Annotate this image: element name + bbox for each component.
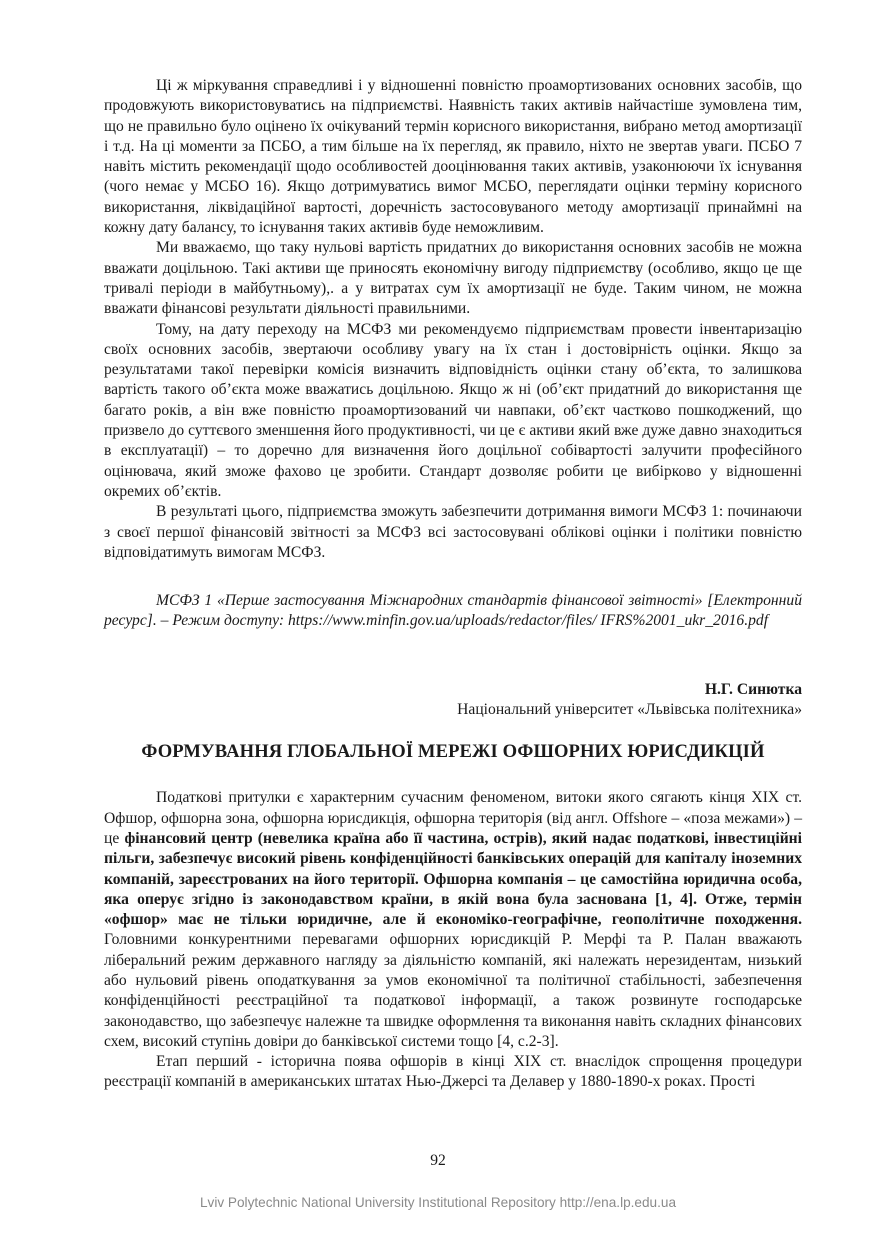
body-paragraph: Етап перший - історична поява офшорів в кінці ХІХ ст. внаслідок спрощення процедури реєстрації компаній в американських штатах Нью-Джерсі та Делавер у 1880-1890-х роках. Прості (104, 1053, 802, 1091)
author-name: Н.Г. Синютка (704, 680, 802, 698)
body-paragraph: В результаті цього, підприємства зможуть забезпечити дотримання вимоги МСФЗ 1: починаючи з своєї першої фінансовій звітності за МСФЗ всі застосовувані облікові оцінки і політики повністю відповідатимуть вимогам МСФЗ. (104, 503, 802, 561)
article-title: ФОРМУВАННЯ ГЛОБАЛЬНОЇ МЕРЕЖІ ОФШОРНИХ ЮРИСДИКЦІЙ (141, 741, 765, 763)
repository-footer: Lviv Polytechnic National University Institutional Repository http://ena.lp.edu.ua (199, 1195, 677, 1210)
intro-paragraph (104, 788, 802, 1052)
page-content (104, 76, 802, 1093)
body-paragraph: Ми вважаємо, що таку нульові вартість придатних до використання основних засобів не можна вважати доцільною. Такі активи ще приносять економічну вигоду підприємству (особливо, якщо це ще тривалі періоди в майбутньому),. а у витратах сум їх амортизації не буде. Таким чином, не можна вважати фінансові результати діяльності правильними. (104, 239, 802, 318)
intro-text-end: Головними конкурентними перевагами офшорних юрисдикцій Р. Мерфі та Р. Палан вважають ліберальний режим державного нагляду за діяльністю компаній, які належать нерезидентам, низький або нульовий рівень оподаткування за умов економічної та політичної стабільності, забезпечення конфіденційності реєстраційної та податкової інформації, а також розвинуте господарське законодавство, що забезпечує належне та швидке оформлення та виконання навіть складних фінансових схем, високий ступінь довіри до банківської системи тощо [4, с.2-3]. (104, 931, 802, 1050)
author-affiliation: Національний університет «Львівська політехника» (457, 701, 802, 719)
body-paragraph: Тому, на дату переходу на МСФЗ ми рекомендуємо підприємствам провести інвентаризацію своїх основних засобів, звертаючи особливу увагу на їх стан і достовірність оцінки. Якщо за результатами такої перевірки комісія визначить відповідність оцінки стану об’єкта, то залишкова вартість такого об’єкта може вважатись доцільною. Якщо ж ні (об’єкт придатний до використання ще багато років, а він вже повністю проамортизований чи навпаки, об’єкт частково пошкоджений, що призвело до суттєвого зменшення його продуктивності, чи це є активи який вже дуже давно знаходиться в експлуатації) – то доречно для визначення його доцільної собівартості залучити професійного оцінювача, який зможе фахово це зробити. Стандарт дозволяє робити це вибірково у відношенні окремих об’єктів. (104, 320, 802, 500)
page-number: 92 (430, 1152, 446, 1169)
intro-text-start: Податкові притулки є характерним сучасним феноменом, витоки якого сягають кінця XIX ст. Офшор, офшорна зона, офшорна юрисдикція, офшорна територія (від англ. Offshore – «поза межами») – це (104, 789, 802, 847)
body-paragraph: Ці ж міркування справедливі і у відношенні повністю проамортизованих основних засобів, що продовжують використовуватись на підприємстві. Наявність таких активів найчастіше зумовлена тим, що не правильно було оцінено їх очікуваний термін корисного використання, вибрано метод амортизації і т.д. На ці моменти за ПСБО, а тим більше на їх перегляд, як правило, ніхто не звертав уваги. ПСБО 7 навіть містить рекомендації щодо особливостей дооцінювання таких активів, узаконюючи їх існування (чого немає у МСБО 16). Якщо дотримуватись вимог МСБО, переглядати оцінки терміну корисного використання, ліквідаційної вартості, доречність застосовуваного методу амортизації принаймні на кожну дату балансу, то існування таких активів буде неможливим. (104, 77, 802, 237)
intro-bold-definition: фінансовий центр (невелика країна або її частина, острів), який надає податкові, інвестиційні пільги, забезпечує високий рівень конфіденційності банківських операцій для капіталу іноземних компаній, зареєстрованих на його території. Офшорна компанія – це самостійна юридична особа, яка оперує згідно із законодавством країни, в якій вона була заснована [1, 4]. Отже, термін «офшор» має не тільки юридичне, але й економіко-географічне, геополітичне походження. (104, 829, 802, 929)
reference-entry: МСФЗ 1 «Перше застосування Міжнародних стандартів фінансової звітності» [Електронний ресурс]. – Режим доступу: https://www.minfin.gov.ua/uploads/redactor/files/ IFRS%2001_ukr_2016.pdf (104, 592, 802, 630)
